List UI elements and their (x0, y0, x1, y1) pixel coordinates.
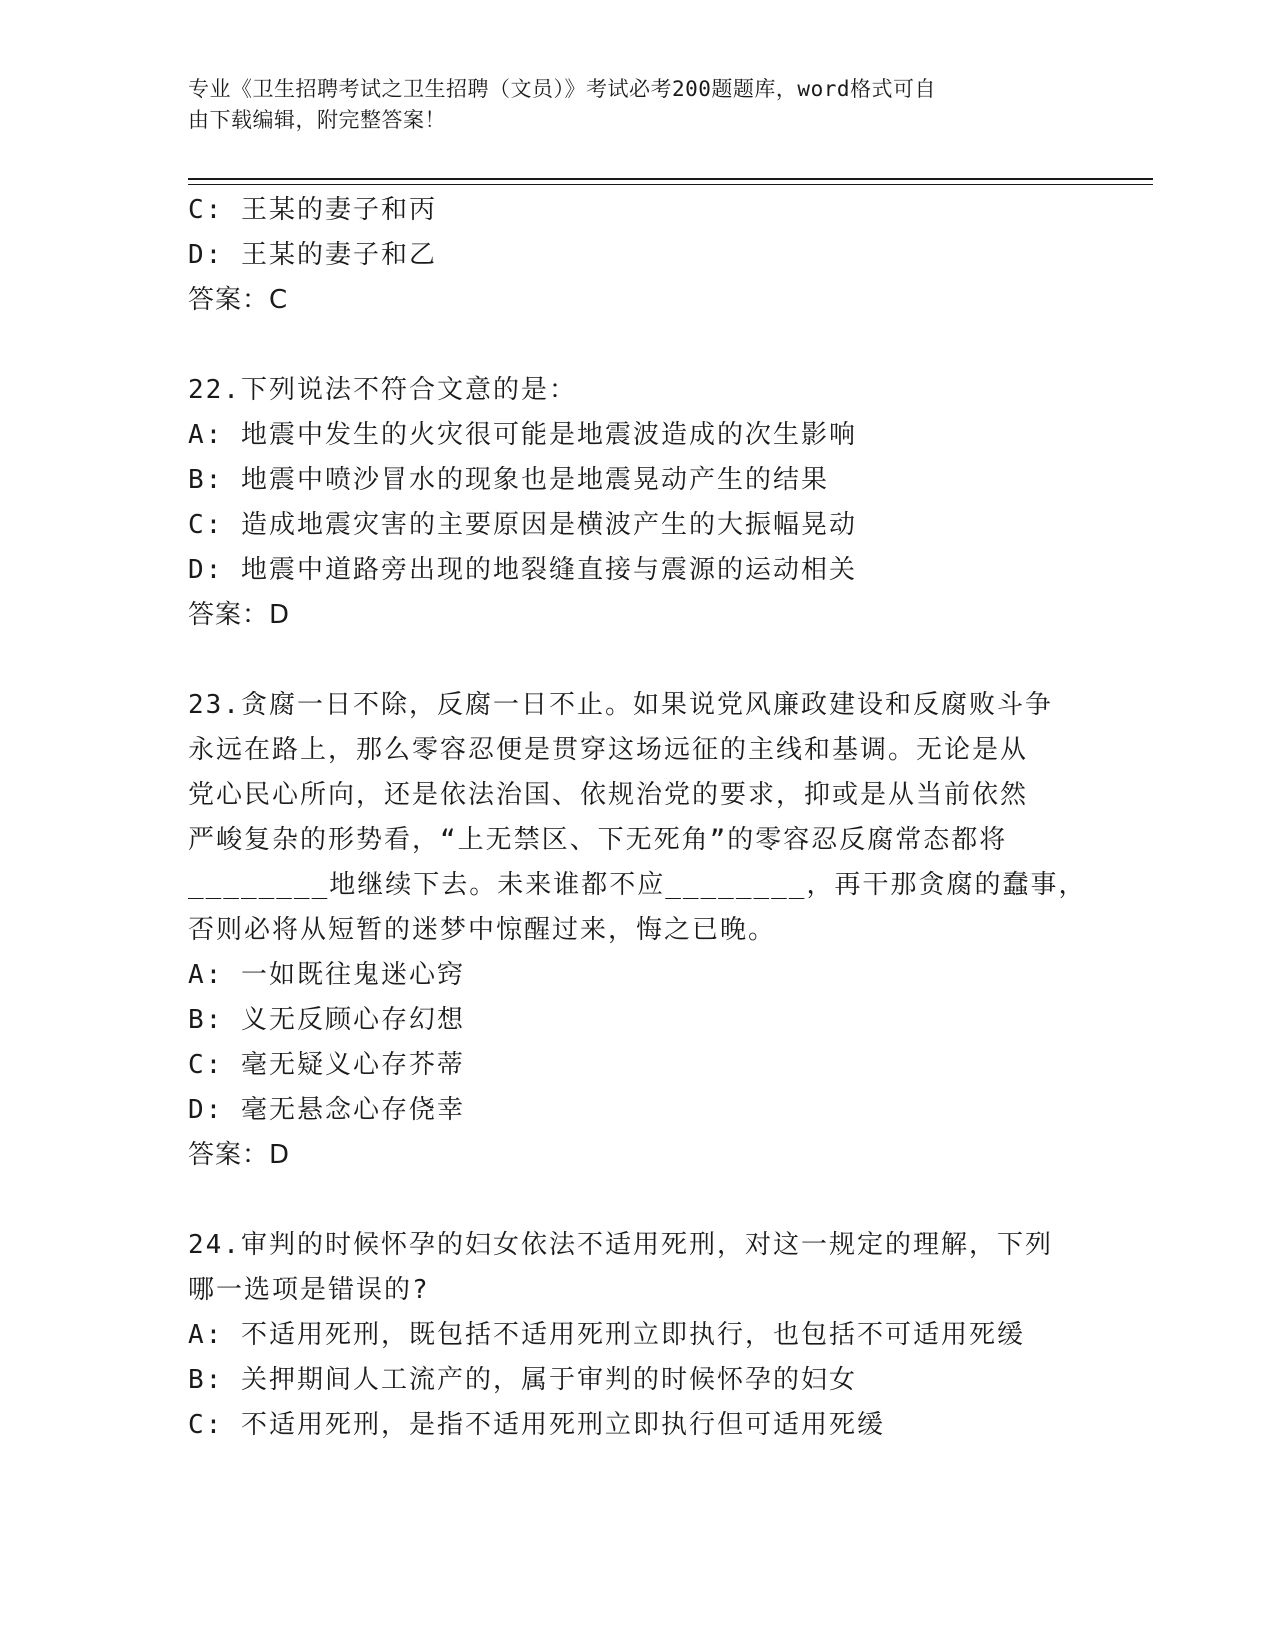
option-d: D: 地震中道路旁出现的地裂缝直接与震源的运动相关 (188, 555, 857, 585)
option-d: D: 毫无悬念心存侥幸 (188, 1095, 465, 1125)
question-stem-line: 党心民心所向，还是依法治国、依规治党的要求，抑或是从当前依然 (188, 780, 1029, 810)
header-title-line-1: 专业《卫生招聘考试之卫生招聘（文员）》考试必考200题题库，word格式可自 (188, 77, 936, 101)
answer-line: 答案：D (188, 600, 291, 630)
option-b: B: 义无反顾心存幻想 (188, 1005, 465, 1035)
option-c: C: 王某的妻子和丙 (188, 195, 437, 225)
question-stem-line: ________地继续下去。未来谁都不应________，再干那贪腐的蠢事， (188, 870, 1087, 900)
document-header (188, 74, 1078, 136)
question-22 (188, 368, 1088, 638)
spacer (188, 323, 1088, 368)
option-c: C: 造成地震灾害的主要原因是横波产生的大振幅晃动 (188, 510, 857, 540)
question-23 (188, 683, 1088, 1178)
spacer (188, 1178, 1088, 1223)
question-stem-line: 永远在路上，那么零容忍便是贯穿这场远征的主线和基调。无论是从 (188, 735, 1029, 765)
question-stem: 22.下列说法不符合文意的是： (188, 375, 577, 405)
header-divider-thick (188, 178, 1153, 180)
answer-line: 答案：D (188, 1140, 291, 1170)
question-stem-line: 否则必将从短暂的迷梦中惊醒过来，悔之已晚。 (188, 915, 777, 945)
spacer (188, 638, 1088, 683)
option-a: A: 地震中发生的火灾很可能是地震波造成的次生影响 (188, 420, 857, 450)
header-title-line-2: 由下载编辑，附完整答案！ (188, 108, 446, 132)
option-a: A: 不适用死刑，既包括不适用死刑立即执行，也包括不可适用死缓 (188, 1320, 1025, 1350)
header-divider-thin (188, 184, 1153, 185)
question-stem-line: 哪一选项是错误的? (188, 1275, 430, 1305)
option-d: D: 王某的妻子和乙 (188, 240, 437, 270)
option-a: A: 一如既往鬼迷心窍 (188, 960, 465, 990)
question-24 (188, 1223, 1088, 1448)
question-stem-line: 严峻复杂的形势看，“上无禁区、下无死角”的零容忍反腐常态都将 (188, 825, 1008, 855)
question-stem-line: 24.审判的时候怀孕的妇女依法不适用死刑，对这一规定的理解，下列 (188, 1230, 1053, 1260)
option-b: B: 地震中喷沙冒水的现象也是地震晃动产生的结果 (188, 465, 829, 495)
option-c: C: 毫无疑义心存芥蒂 (188, 1050, 465, 1080)
answer-line: 答案：C (188, 285, 289, 315)
option-c: C: 不适用死刑，是指不适用死刑立即执行但可适用死缓 (188, 1410, 885, 1440)
question-list (188, 188, 1088, 1448)
option-b: B: 关押期间人工流产的，属于审判的时候怀孕的妇女 (188, 1365, 857, 1395)
question-stem-line: 23.贪腐一日不除，反腐一日不止。如果说党风廉政建设和反腐败斗争 (188, 690, 1053, 720)
previous-question-block (188, 188, 1088, 323)
